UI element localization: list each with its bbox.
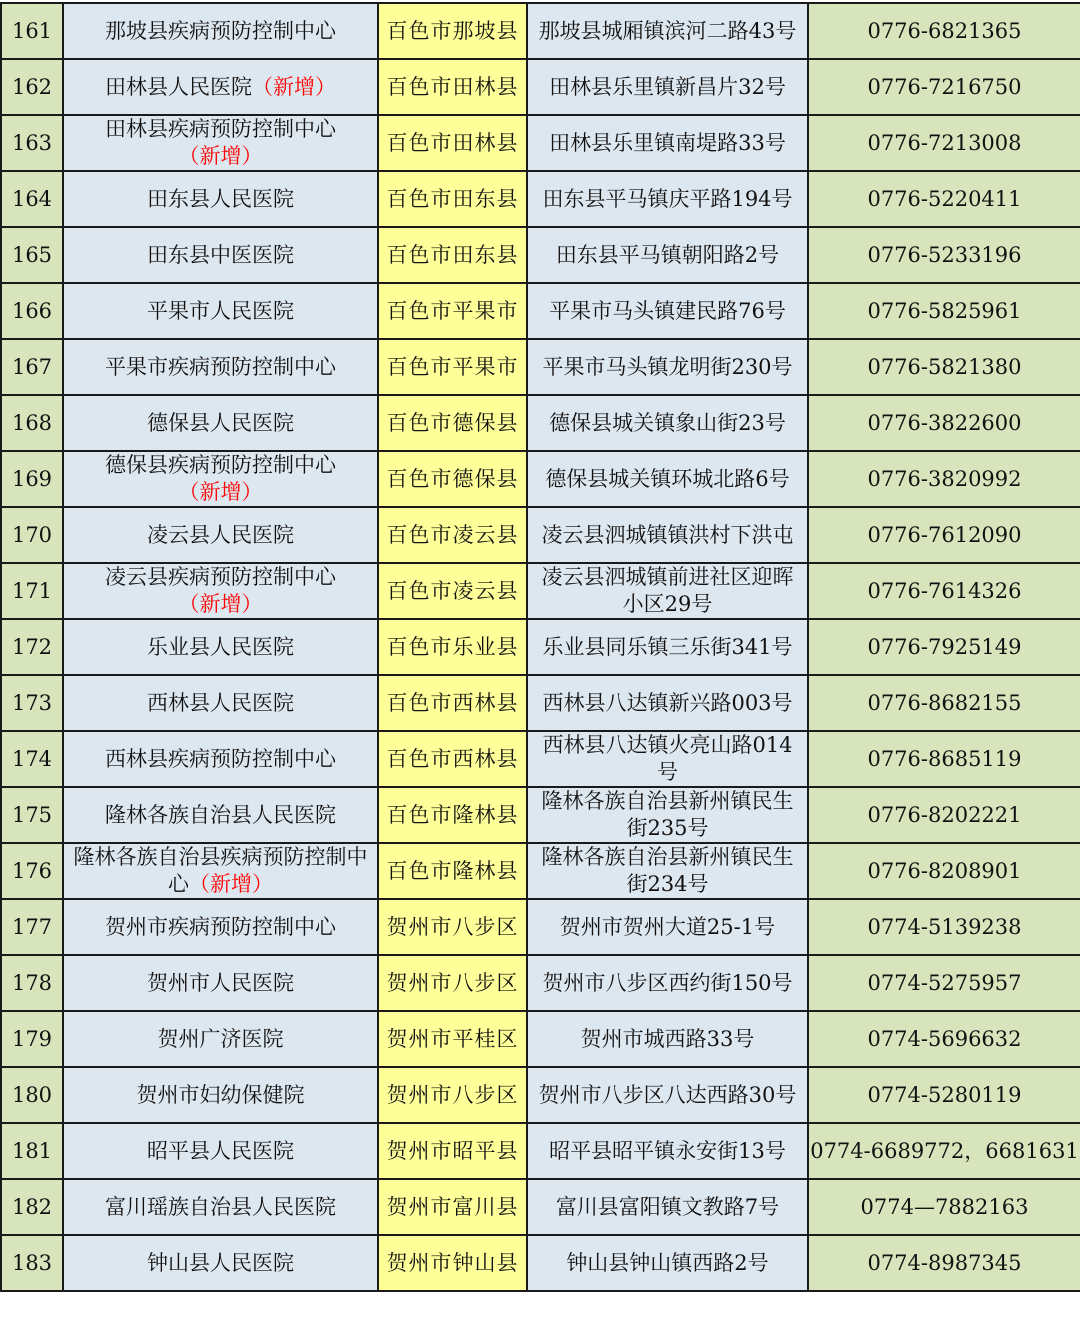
address: 隆林各族自治县新州镇民生街234号 bbox=[527, 843, 808, 899]
new-added-badge: （新增） bbox=[189, 872, 273, 896]
institution-name-text: 昭平县人民医院 bbox=[147, 1138, 294, 1163]
region: 百色市田林县 bbox=[378, 115, 527, 171]
row-number: 176 bbox=[1, 843, 63, 899]
table-row bbox=[1, 843, 1080, 899]
institution-name bbox=[63, 1067, 378, 1123]
table-row bbox=[1, 395, 1080, 451]
table-row bbox=[1, 1067, 1080, 1123]
phone-number: 0776-7925149 bbox=[808, 619, 1080, 675]
institution-name bbox=[63, 507, 378, 563]
region: 百色市隆林县 bbox=[378, 787, 527, 843]
new-added-badge: （新增） bbox=[178, 480, 263, 504]
institution-name-text: 那坡县疾病预防控制中心 bbox=[105, 18, 336, 43]
institution-name-text: 德保县疾病预防控制中心 bbox=[105, 453, 336, 477]
table-row bbox=[1, 59, 1080, 115]
institution-name bbox=[63, 955, 378, 1011]
institution-name bbox=[63, 171, 378, 227]
region: 贺州市钟山县 bbox=[378, 1235, 527, 1291]
phone-number: 0776-8202221 bbox=[808, 787, 1080, 843]
row-number: 165 bbox=[1, 227, 63, 283]
row-number: 177 bbox=[1, 899, 63, 955]
hospital-table bbox=[0, 2, 1080, 1292]
table-body bbox=[1, 3, 1080, 1291]
institution-name bbox=[63, 619, 378, 675]
row-number: 163 bbox=[1, 115, 63, 171]
region: 百色市凌云县 bbox=[378, 563, 527, 619]
table-row bbox=[1, 1123, 1080, 1179]
institution-name-text: 田东县中医医院 bbox=[147, 242, 294, 267]
institution-name-text: 贺州市妇幼保健院 bbox=[136, 1082, 305, 1107]
table-row bbox=[1, 787, 1080, 843]
address: 德保县城关镇象山街23号 bbox=[527, 395, 808, 451]
region: 贺州市八步区 bbox=[378, 955, 527, 1011]
address: 平果市马头镇建民路76号 bbox=[527, 283, 808, 339]
phone-number: 0776-7216750 bbox=[808, 59, 1080, 115]
address: 田林县乐里镇南堤路33号 bbox=[527, 115, 808, 171]
phone-number: 0776-5825961 bbox=[808, 283, 1080, 339]
address: 田东县平马镇朝阳路2号 bbox=[527, 227, 808, 283]
phone-number: 0776-3822600 bbox=[808, 395, 1080, 451]
row-number: 169 bbox=[1, 451, 63, 507]
institution-name-text: 平果市疾病预防控制中心 bbox=[105, 354, 336, 379]
institution-name-text: 钟山县人民医院 bbox=[147, 1250, 294, 1275]
row-number: 173 bbox=[1, 675, 63, 731]
institution-name bbox=[63, 395, 378, 451]
region: 百色市乐业县 bbox=[378, 619, 527, 675]
address: 富川县富阳镇文教路7号 bbox=[527, 1179, 808, 1235]
region: 百色市田东县 bbox=[378, 227, 527, 283]
address: 贺州市城西路33号 bbox=[527, 1011, 808, 1067]
row-number: 164 bbox=[1, 171, 63, 227]
table-row bbox=[1, 563, 1080, 619]
region: 贺州市昭平县 bbox=[378, 1123, 527, 1179]
institution-name bbox=[63, 1235, 378, 1291]
region: 百色市那坡县 bbox=[378, 3, 527, 59]
new-added-badge: （新增） bbox=[252, 74, 336, 99]
phone-number: 0774-6689772，6681631 bbox=[808, 1123, 1080, 1179]
phone-number: 0776-5220411 bbox=[808, 171, 1080, 227]
region: 百色市西林县 bbox=[378, 731, 527, 787]
row-number: 170 bbox=[1, 507, 63, 563]
table-row bbox=[1, 507, 1080, 563]
region: 贺州市八步区 bbox=[378, 1067, 527, 1123]
phone-number: 0774-5696632 bbox=[808, 1011, 1080, 1067]
address: 隆林各族自治县新州镇民生街235号 bbox=[527, 787, 808, 843]
address: 平果市马头镇龙明街230号 bbox=[527, 339, 808, 395]
institution-name-text: 隆林各族自治县人民医院 bbox=[105, 802, 336, 827]
institution-name bbox=[63, 227, 378, 283]
institution-name bbox=[63, 1011, 378, 1067]
row-number: 180 bbox=[1, 1067, 63, 1123]
row-number: 178 bbox=[1, 955, 63, 1011]
institution-name bbox=[63, 451, 378, 507]
phone-number: 0774-5139238 bbox=[808, 899, 1080, 955]
institution-name-text: 贺州市人民医院 bbox=[147, 970, 294, 995]
table-row bbox=[1, 115, 1080, 171]
institution-name bbox=[63, 843, 378, 899]
address: 贺州市八步区八达西路30号 bbox=[527, 1067, 808, 1123]
region: 贺州市平桂区 bbox=[378, 1011, 527, 1067]
address: 凌云县泗城镇前进社区迎晖小区29号 bbox=[527, 563, 808, 619]
region: 百色市德保县 bbox=[378, 395, 527, 451]
table-row bbox=[1, 731, 1080, 787]
region: 贺州市八步区 bbox=[378, 899, 527, 955]
institution-name-text: 凌云县疾病预防控制中心 bbox=[105, 565, 336, 589]
address: 西林县八达镇火亮山路014号 bbox=[527, 731, 808, 787]
table-row bbox=[1, 1235, 1080, 1291]
institution-name-text: 贺州市疾病预防控制中心 bbox=[105, 914, 336, 939]
institution-name-text: 凌云县人民医院 bbox=[147, 522, 294, 547]
table-row bbox=[1, 227, 1080, 283]
institution-name bbox=[63, 563, 378, 619]
row-number: 181 bbox=[1, 1123, 63, 1179]
table-row bbox=[1, 899, 1080, 955]
address: 田东县平马镇庆平路194号 bbox=[527, 171, 808, 227]
phone-number: 0774-8987345 bbox=[808, 1235, 1080, 1291]
region: 百色市隆林县 bbox=[378, 843, 527, 899]
institution-name-text: 富川瑶族自治县人民医院 bbox=[105, 1194, 336, 1219]
region: 贺州市富川县 bbox=[378, 1179, 527, 1235]
row-number: 174 bbox=[1, 731, 63, 787]
institution-name bbox=[63, 787, 378, 843]
institution-name-text: 乐业县人民医院 bbox=[147, 634, 294, 659]
table-row bbox=[1, 1011, 1080, 1067]
region: 百色市平果市 bbox=[378, 283, 527, 339]
address: 西林县八达镇新兴路003号 bbox=[527, 675, 808, 731]
phone-number: 0774-5275957 bbox=[808, 955, 1080, 1011]
address: 田林县乐里镇新昌片32号 bbox=[527, 59, 808, 115]
row-number: 179 bbox=[1, 1011, 63, 1067]
institution-name-text: 平果市人民医院 bbox=[147, 298, 294, 323]
institution-name-text: 贺州广济医院 bbox=[157, 1026, 284, 1051]
institution-name bbox=[63, 731, 378, 787]
institution-name-text: 西林县疾病预防控制中心 bbox=[105, 746, 336, 771]
institution-name-text: 田林县人民医院 bbox=[105, 74, 252, 99]
table-row bbox=[1, 171, 1080, 227]
new-added-badge: （新增） bbox=[178, 144, 263, 168]
institution-name bbox=[63, 3, 378, 59]
institution-name bbox=[63, 339, 378, 395]
region: 百色市平果市 bbox=[378, 339, 527, 395]
address: 昭平县昭平镇永安街13号 bbox=[527, 1123, 808, 1179]
institution-name bbox=[63, 59, 378, 115]
row-number: 172 bbox=[1, 619, 63, 675]
table-row bbox=[1, 3, 1080, 59]
institution-name bbox=[63, 1179, 378, 1235]
institution-name bbox=[63, 115, 378, 171]
address: 贺州市贺州大道25-1号 bbox=[527, 899, 808, 955]
institution-name-text: 田东县人民医院 bbox=[147, 186, 294, 211]
phone-number: 0776-8208901 bbox=[808, 843, 1080, 899]
institution-name bbox=[63, 899, 378, 955]
region: 百色市德保县 bbox=[378, 451, 527, 507]
region: 百色市田林县 bbox=[378, 59, 527, 115]
phone-number: 0776-5233196 bbox=[808, 227, 1080, 283]
region: 百色市凌云县 bbox=[378, 507, 527, 563]
row-number: 175 bbox=[1, 787, 63, 843]
row-number: 182 bbox=[1, 1179, 63, 1235]
table-row bbox=[1, 451, 1080, 507]
institution-name bbox=[63, 283, 378, 339]
row-number: 168 bbox=[1, 395, 63, 451]
row-number: 171 bbox=[1, 563, 63, 619]
table-row bbox=[1, 283, 1080, 339]
address: 乐业县同乐镇三乐街341号 bbox=[527, 619, 808, 675]
address: 德保县城关镇环城北路6号 bbox=[527, 451, 808, 507]
phone-number: 0776-7612090 bbox=[808, 507, 1080, 563]
institution-name bbox=[63, 1123, 378, 1179]
phone-number: 0774—7882163 bbox=[808, 1179, 1080, 1235]
phone-number: 0776-8682155 bbox=[808, 675, 1080, 731]
table-row bbox=[1, 955, 1080, 1011]
phone-number: 0776-7213008 bbox=[808, 115, 1080, 171]
address: 那坡县城厢镇滨河二路43号 bbox=[527, 3, 808, 59]
row-number: 183 bbox=[1, 1235, 63, 1291]
phone-number: 0774-5280119 bbox=[808, 1067, 1080, 1123]
row-number: 166 bbox=[1, 283, 63, 339]
address: 钟山县钟山镇西路2号 bbox=[527, 1235, 808, 1291]
phone-number: 0776-8685119 bbox=[808, 731, 1080, 787]
row-number: 161 bbox=[1, 3, 63, 59]
institution-name-text: 西林县人民医院 bbox=[147, 690, 294, 715]
phone-number: 0776-3820992 bbox=[808, 451, 1080, 507]
table-row bbox=[1, 675, 1080, 731]
institution-name bbox=[63, 675, 378, 731]
row-number: 162 bbox=[1, 59, 63, 115]
table-row bbox=[1, 1179, 1080, 1235]
address: 凌云县泗城镇镇洪村下洪屯 bbox=[527, 507, 808, 563]
address: 贺州市八步区西约街150号 bbox=[527, 955, 808, 1011]
table-row bbox=[1, 619, 1080, 675]
institution-name-text: 隆林各族自治县疾病预防控制中心 bbox=[73, 845, 368, 896]
region: 百色市田东县 bbox=[378, 171, 527, 227]
institution-name-text: 德保县人民医院 bbox=[147, 410, 294, 435]
new-added-badge: （新增） bbox=[178, 592, 263, 616]
phone-number: 0776-5821380 bbox=[808, 339, 1080, 395]
phone-number: 0776-7614326 bbox=[808, 563, 1080, 619]
row-number: 167 bbox=[1, 339, 63, 395]
phone-number: 0776-6821365 bbox=[808, 3, 1080, 59]
region: 百色市西林县 bbox=[378, 675, 527, 731]
table-row bbox=[1, 339, 1080, 395]
institution-name-text: 田林县疾病预防控制中心 bbox=[105, 117, 336, 141]
